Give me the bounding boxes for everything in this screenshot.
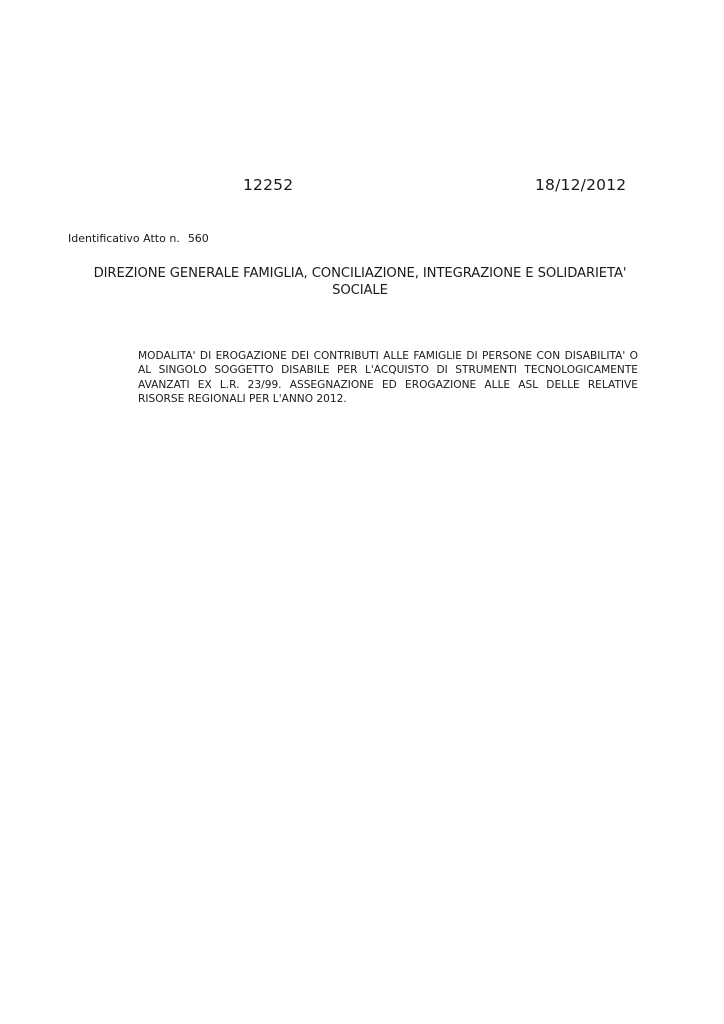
act-subject: MODALITA' DI EROGAZIONE DEI CONTRIBUTI ALLE FAMIGLIE DI PERSONE CON DISABILITA' O AL SINGOLO SOGGETTO DISABILE PER L'ACQUISTO DI STRUMENTI TECNOLOGICAMENTE AVANZATI EX L.R. 23/99. ASSEGNAZIONE ED EROGAZIONE ALLE ASL DELLE RELATIVE RISORSE REGIONALI PER L'ANNO 2012. [138, 350, 638, 406]
directorate-heading-line1: DIREZIONE GENERALE FAMIGLIA, CONCILIAZIONE, INTEGRAZIONE E SOLIDARIETA' [93, 266, 627, 281]
directorate-heading-line2: SOCIALE [332, 283, 388, 298]
act-identifier [68, 232, 209, 245]
act-number: 12252 [243, 176, 294, 194]
act-identifier-value: 560 [187, 232, 209, 245]
act-identifier-label: Identificativo Atto n. [68, 232, 180, 245]
act-date: 18/12/2012 [535, 176, 627, 194]
directorate-heading [60, 265, 660, 299]
